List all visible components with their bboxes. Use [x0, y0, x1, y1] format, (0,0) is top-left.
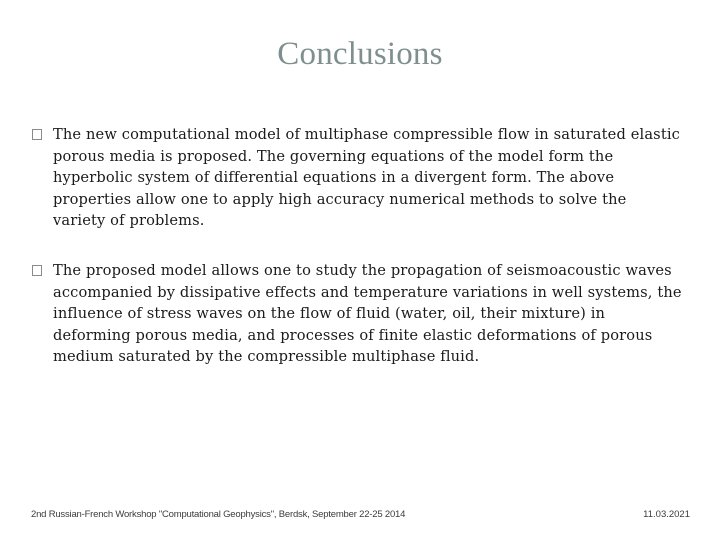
footer-event-text: 2nd Russian-French Workshop "Computational Geophysics", Berdsk, September 22-25 2014: [31, 509, 406, 520]
slide-title: Conclusions: [277, 36, 443, 72]
bullet-text: The new computational model of multiphase compressible flow in saturated elastic porous media is proposed. The governing equations of the model form the hyperbolic system of differential equations in a divergent form. The above properties allow one to apply high accuracy numerical methods to solve the variety of problems.: [53, 126, 680, 230]
bullet-text: The proposed model allows one to study the propagation of seismoacoustic waves accompanied by dissipative effects and temperature variations in well systems, the influence of stress waves on the flow of fluid (water, oil, their mixture) in deforming porous media, and processes of finite elastic deformations of porous medium saturated by the compressible multiphase fluid.: [53, 261, 682, 366]
square-bullet-icon: [32, 265, 42, 276]
bullet-item: [32, 260, 682, 368]
footer-date: 11.03.2021: [643, 509, 690, 520]
bullet-list: [32, 124, 682, 368]
bullet-item: [32, 124, 682, 232]
square-bullet-icon: [32, 129, 42, 140]
